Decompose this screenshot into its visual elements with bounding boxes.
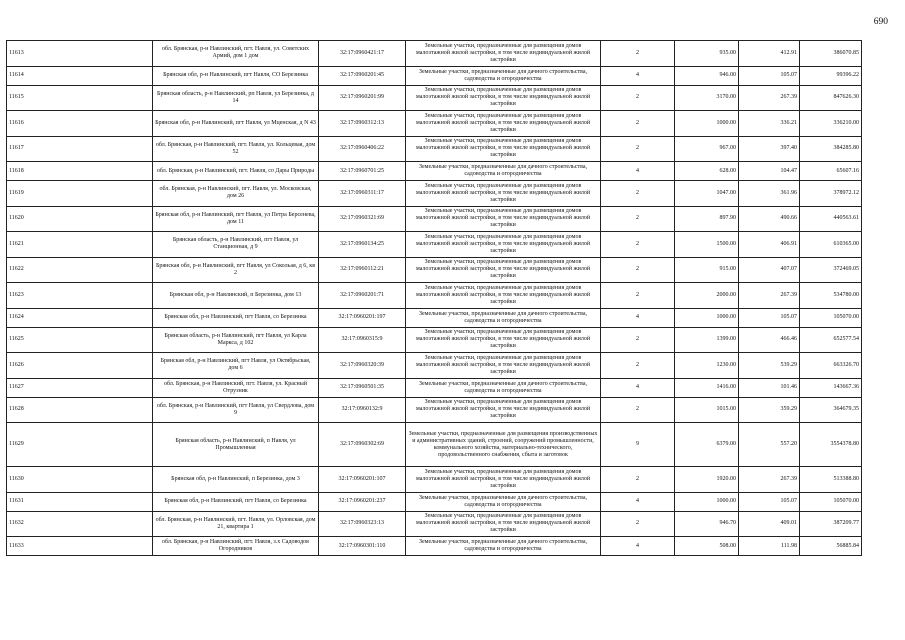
address-cell: Брянская область, р-н Навлинский, п Навля, ул Промышленная bbox=[153, 423, 319, 467]
specific-value-cell: 539.29 bbox=[739, 353, 800, 379]
permitted-use-cell: Земельные участки, предназначенные для размещения домов малоэтажной жилой застройки, в том числе индивидуальной жилой застройки bbox=[406, 353, 601, 379]
cadastral-value-cell: 663326.70 bbox=[800, 353, 862, 379]
address-cell: обл. Брянская, р-н Навлинский, пгт. Навля, ул. Московская, дом 26 bbox=[153, 181, 319, 207]
cadastral-number-cell: 32:17:0960421:17 bbox=[319, 41, 406, 67]
cadastral-number-cell: 32:17:0960132:9 bbox=[319, 397, 406, 423]
cadastral-number-cell: 32:17:0960501:35 bbox=[319, 378, 406, 397]
address-cell: Брянская область, р-н Навлинский, пгт Навля, ул Станционная, д 9 bbox=[153, 232, 319, 258]
area-cell: 6379.00 bbox=[675, 423, 739, 467]
address-cell: обл. Брянская, р-н Навлинский, пгт Навля, ул Свердлова, дом 9 bbox=[153, 397, 319, 423]
group-code-cell: 2 bbox=[601, 283, 675, 309]
record-number: 11626 bbox=[7, 353, 153, 379]
area-cell: 946.70 bbox=[675, 511, 739, 537]
permitted-use-cell: Земельные участки, предназначенные для размещения домов малоэтажной жилой застройки, в том числе индивидуальной жилой застройки bbox=[406, 467, 601, 493]
group-code-cell: 2 bbox=[601, 206, 675, 232]
permitted-use-cell: Земельные участки, предназначенные для дачного строительства, садоводства и огородничества bbox=[406, 537, 601, 556]
table-row bbox=[7, 85, 862, 111]
cadastral-number-cell: 32:17:0960201:45 bbox=[319, 66, 406, 85]
permitted-use-cell: Земельные участки, предназначенные для размещения домов малоэтажной жилой застройки, в том числе индивидуальной жилой застройки bbox=[406, 136, 601, 162]
address-cell: обл. Брянская, р-н Навлинский, пгт. Навля, со Дары Природы bbox=[153, 162, 319, 181]
address-cell: обл. Брянская, р-н Навлинский, пгт. Навля, ул. Советских Армий, дом 1 дом bbox=[153, 41, 319, 67]
address-cell: обл. Брянская, р-н Навлинский, пгт. Навля, ул. Красный Отрузник bbox=[153, 378, 319, 397]
specific-value-cell: 412.91 bbox=[739, 41, 800, 67]
page-number: 690 bbox=[873, 17, 888, 27]
area-cell: 1399.00 bbox=[675, 327, 739, 353]
group-code-cell: 2 bbox=[601, 397, 675, 423]
specific-value-cell: 409.01 bbox=[739, 511, 800, 537]
address-cell: Брянская обл, р-н Навлинский, п Березинка, дом 13 bbox=[153, 283, 319, 309]
cadastral-value-cell: 513388.80 bbox=[800, 467, 862, 493]
table-row bbox=[7, 111, 862, 137]
cadastral-number-cell: 32:17:0960701:25 bbox=[319, 162, 406, 181]
record-number: 11615 bbox=[7, 85, 153, 111]
table-row bbox=[7, 327, 862, 353]
cadastral-number-cell: 32:17:0960201:237 bbox=[319, 492, 406, 511]
table-row bbox=[7, 397, 862, 423]
area-cell: 935.00 bbox=[675, 41, 739, 67]
cadastral-value-cell: 847626.30 bbox=[800, 85, 862, 111]
permitted-use-cell: Земельные участки, предназначенные для размещения домов малоэтажной жилой застройки, в том числе индивидуальной жилой застройки bbox=[406, 257, 601, 283]
cadastral-number-cell: 32:17:0960315:9 bbox=[319, 327, 406, 353]
cadastral-value-cell: 143667.36 bbox=[800, 378, 862, 397]
group-code-cell: 2 bbox=[601, 85, 675, 111]
cadastral-number-cell: 32:17:0960406:22 bbox=[319, 136, 406, 162]
permitted-use-cell: Земельные участки, предназначенные для размещения домов малоэтажной жилой застройки, в том числе индивидуальной жилой застройки bbox=[406, 327, 601, 353]
group-code-cell: 4 bbox=[601, 537, 675, 556]
specific-value-cell: 407.07 bbox=[739, 257, 800, 283]
address-cell: Брянская обл, р-н Навлинский, пгт Навля, ул Октябрьская, дом 6 bbox=[153, 353, 319, 379]
table-row bbox=[7, 423, 862, 467]
permitted-use-cell: Земельные участки, предназначенные для дачного строительства, садоводства и огородничества bbox=[406, 492, 601, 511]
address-cell: Брянская область, р-н Навлинский, пгт Навля, ул Карла Маркса, д 102 bbox=[153, 327, 319, 353]
record-number: 11625 bbox=[7, 327, 153, 353]
cadastral-number-cell: 32:17:0960201:71 bbox=[319, 283, 406, 309]
area-cell: 1920.00 bbox=[675, 467, 739, 493]
record-number: 11620 bbox=[7, 206, 153, 232]
area-cell: 1015.00 bbox=[675, 397, 739, 423]
table-row bbox=[7, 511, 862, 537]
area-cell: 897.90 bbox=[675, 206, 739, 232]
specific-value-cell: 105.07 bbox=[739, 66, 800, 85]
address-cell: обл. Брянская, р-н Навлинский, пгт. Навля, ул. Орловская, дом 21, квартира 1 bbox=[153, 511, 319, 537]
permitted-use-cell: Земельные участки, предназначенные для дачного строительства, садоводства и огородничества bbox=[406, 308, 601, 327]
cadastral-number-cell: 32:17:0960201:197 bbox=[319, 308, 406, 327]
address-cell: обл. Брянская, р-н Навлинский, пгт. Навля, ул. Кольцевая, дом 52 bbox=[153, 136, 319, 162]
area-cell: 2000.00 bbox=[675, 283, 739, 309]
group-code-cell: 2 bbox=[601, 181, 675, 207]
table-row bbox=[7, 41, 862, 67]
group-code-cell: 2 bbox=[601, 511, 675, 537]
area-cell: 628.00 bbox=[675, 162, 739, 181]
permitted-use-cell: Земельные участки, предназначенные для размещения производственных и административных зданий, строений, сооружений промышленности, коммунального хозяйства, материально-технического, продовольственного снабжения, сбыта и заготовок bbox=[406, 423, 601, 467]
permitted-use-cell: Земельные участки, предназначенные для размещения домов малоэтажной жилой застройки, в том числе индивидуальной жилой застройки bbox=[406, 206, 601, 232]
specific-value-cell: 361.96 bbox=[739, 181, 800, 207]
cadastral-value-cell: 105070.00 bbox=[800, 492, 862, 511]
specific-value-cell: 267.39 bbox=[739, 283, 800, 309]
record-number: 11630 bbox=[7, 467, 153, 493]
address-cell: Брянская обл, р-н Навлинский, пгт Навля, ул Мценская, д N 43 bbox=[153, 111, 319, 137]
permitted-use-cell: Земельные участки, предназначенные для размещения домов малоэтажной жилой застройки, в том числе индивидуальной жилой застройки bbox=[406, 397, 601, 423]
group-code-cell: 2 bbox=[601, 353, 675, 379]
specific-value-cell: 397.40 bbox=[739, 136, 800, 162]
record-number: 11627 bbox=[7, 378, 153, 397]
cadastral-value-cell: 378972.12 bbox=[800, 181, 862, 207]
cadastral-value-cell: 336210.00 bbox=[800, 111, 862, 137]
record-number: 11622 bbox=[7, 257, 153, 283]
record-number: 11628 bbox=[7, 397, 153, 423]
table-row bbox=[7, 136, 862, 162]
record-number: 11619 bbox=[7, 181, 153, 207]
table-row bbox=[7, 232, 862, 258]
address-cell: Брянская обл, р-н Навлинский, пгт Навля, ул Сокольая, д 6, кв 2 bbox=[153, 257, 319, 283]
group-code-cell: 2 bbox=[601, 257, 675, 283]
cadastral-value-cell: 534780.00 bbox=[800, 283, 862, 309]
group-code-cell: 4 bbox=[601, 308, 675, 327]
area-cell: 967.00 bbox=[675, 136, 739, 162]
area-cell: 1047.00 bbox=[675, 181, 739, 207]
table-body bbox=[7, 41, 862, 556]
permitted-use-cell: Земельные участки, предназначенные для дачного строительства, садоводства и огородничества bbox=[406, 162, 601, 181]
record-number: 11618 bbox=[7, 162, 153, 181]
area-cell: 946.00 bbox=[675, 66, 739, 85]
table-row bbox=[7, 162, 862, 181]
address-cell: Брянская область, р-н Навлинский, рп Навля, ул Березинка, д 14 bbox=[153, 85, 319, 111]
record-number: 11624 bbox=[7, 308, 153, 327]
record-number: 11614 bbox=[7, 66, 153, 85]
permitted-use-cell: Земельные участки, предназначенные для размещения домов малоэтажной жилой застройки, в том числе индивидуальной жилой застройки bbox=[406, 85, 601, 111]
specific-value-cell: 267.39 bbox=[739, 85, 800, 111]
address-cell: Брянская обл, р-н Навлинский, п Березинка, дом 3 bbox=[153, 467, 319, 493]
record-number: 11633 bbox=[7, 537, 153, 556]
specific-value-cell: 490.66 bbox=[739, 206, 800, 232]
group-code-cell: 4 bbox=[601, 378, 675, 397]
cadastral-value-cell: 364679.35 bbox=[800, 397, 862, 423]
table-row bbox=[7, 537, 862, 556]
cadastral-number-cell: 32:17:0960323:13 bbox=[319, 511, 406, 537]
permitted-use-cell: Земельные участки, предназначенные для дачного строительства, садоводства и огородничества bbox=[406, 378, 601, 397]
record-number: 11631 bbox=[7, 492, 153, 511]
address-cell: обл. Брянская, р-н Навлинский, пгт. Навля, з.х Садоводов Огородников bbox=[153, 537, 319, 556]
cadastral-value-cell: 440563.61 bbox=[800, 206, 862, 232]
cadastral-value-cell: 652577.54 bbox=[800, 327, 862, 353]
address-cell: Брянская обл, р-н Навлинский, пгт Навля, СО Березинка bbox=[153, 66, 319, 85]
address-cell: Брянская обл, р-н Навлинский, пгт Навля, ул Петра Берсенева, дом 11 bbox=[153, 206, 319, 232]
group-code-cell: 2 bbox=[601, 41, 675, 67]
cadastral-value-cell: 384285.80 bbox=[800, 136, 862, 162]
cadastral-value-cell: 56885.84 bbox=[800, 537, 862, 556]
specific-value-cell: 267.39 bbox=[739, 467, 800, 493]
area-cell: 1000.00 bbox=[675, 111, 739, 137]
group-code-cell: 2 bbox=[601, 136, 675, 162]
specific-value-cell: 336.21 bbox=[739, 111, 800, 137]
area-cell: 1416.00 bbox=[675, 378, 739, 397]
table-row bbox=[7, 206, 862, 232]
specific-value-cell: 406.91 bbox=[739, 232, 800, 258]
group-code-cell: 2 bbox=[601, 467, 675, 493]
group-code-cell: 4 bbox=[601, 162, 675, 181]
record-number: 11623 bbox=[7, 283, 153, 309]
cadastral-value-cell: 372469.05 bbox=[800, 257, 862, 283]
specific-value-cell: 557.20 bbox=[739, 423, 800, 467]
specific-value-cell: 104.47 bbox=[739, 162, 800, 181]
group-code-cell: 4 bbox=[601, 66, 675, 85]
group-code-cell: 9 bbox=[601, 423, 675, 467]
record-number: 11632 bbox=[7, 511, 153, 537]
cadastral-number-cell: 32:17:0960301:110 bbox=[319, 537, 406, 556]
table-row bbox=[7, 66, 862, 85]
permitted-use-cell: Земельные участки, предназначенные для размещения домов малоэтажной жилой застройки, в том числе индивидуальной жилой застройки bbox=[406, 283, 601, 309]
area-cell: 1500.00 bbox=[675, 232, 739, 258]
area-cell: 1000.00 bbox=[675, 492, 739, 511]
cadastral-number-cell: 32:17:0960320:39 bbox=[319, 353, 406, 379]
table-row bbox=[7, 257, 862, 283]
record-number: 11621 bbox=[7, 232, 153, 258]
cadastral-value-cell: 99396.22 bbox=[800, 66, 862, 85]
land-registry-table bbox=[6, 40, 862, 556]
cadastral-number-cell: 32:17:0960321:69 bbox=[319, 206, 406, 232]
cadastral-number-cell: 32:17:0960302:69 bbox=[319, 423, 406, 467]
area-cell: 1230.00 bbox=[675, 353, 739, 379]
permitted-use-cell: Земельные участки, предназначенные для размещения домов малоэтажной жилой застройки, в том числе индивидуальной жилой застройки bbox=[406, 41, 601, 67]
cadastral-value-cell: 105070.00 bbox=[800, 308, 862, 327]
cadastral-value-cell: 65607.16 bbox=[800, 162, 862, 181]
table-row bbox=[7, 378, 862, 397]
address-cell: Брянская обл, р-н Навлинский, пгт Навля, со Березинка bbox=[153, 492, 319, 511]
permitted-use-cell: Земельные участки, предназначенные для размещения домов малоэтажной жилой застройки, в том числе индивидуальной жилой застройки bbox=[406, 111, 601, 137]
cadastral-number-cell: 32:17:0960201:107 bbox=[319, 467, 406, 493]
cadastral-number-cell: 32:17:0960112:21 bbox=[319, 257, 406, 283]
address-cell: Брянская обл, р-н Навлинский, пгт Навля, со Березинка bbox=[153, 308, 319, 327]
table-row bbox=[7, 492, 862, 511]
record-number: 11613 bbox=[7, 41, 153, 67]
cadastral-value-cell: 387209.77 bbox=[800, 511, 862, 537]
cadastral-number-cell: 32:17:0960201:99 bbox=[319, 85, 406, 111]
table-row bbox=[7, 308, 862, 327]
cadastral-number-cell: 32:17:0960312:13 bbox=[319, 111, 406, 137]
specific-value-cell: 105.07 bbox=[739, 308, 800, 327]
cadastral-value-cell: 3554378.80 bbox=[800, 423, 862, 467]
cadastral-value-cell: 386070.85 bbox=[800, 41, 862, 67]
cadastral-value-cell: 610365.00 bbox=[800, 232, 862, 258]
permitted-use-cell: Земельные участки, предназначенные для дачного строительства, садоводства и огородничества bbox=[406, 66, 601, 85]
table-row bbox=[7, 283, 862, 309]
table-row bbox=[7, 353, 862, 379]
group-code-cell: 2 bbox=[601, 111, 675, 137]
record-number: 11616 bbox=[7, 111, 153, 137]
specific-value-cell: 101.46 bbox=[739, 378, 800, 397]
table-row bbox=[7, 181, 862, 207]
permitted-use-cell: Земельные участки, предназначенные для размещения домов малоэтажной жилой застройки, в том числе индивидуальной жилой застройки bbox=[406, 181, 601, 207]
table-row bbox=[7, 467, 862, 493]
permitted-use-cell: Земельные участки, предназначенные для размещения домов малоэтажной жилой застройки, в том числе индивидуальной жилой застройки bbox=[406, 232, 601, 258]
area-cell: 3170.00 bbox=[675, 85, 739, 111]
group-code-cell: 2 bbox=[601, 232, 675, 258]
specific-value-cell: 111.98 bbox=[739, 537, 800, 556]
area-cell: 508.00 bbox=[675, 537, 739, 556]
record-number: 11629 bbox=[7, 423, 153, 467]
group-code-cell: 4 bbox=[601, 492, 675, 511]
area-cell: 1000.00 bbox=[675, 308, 739, 327]
permitted-use-cell: Земельные участки, предназначенные для размещения домов малоэтажной жилой застройки, в том числе индивидуальной жилой застройки bbox=[406, 511, 601, 537]
cadastral-number-cell: 32:17:0960311:17 bbox=[319, 181, 406, 207]
specific-value-cell: 466.46 bbox=[739, 327, 800, 353]
specific-value-cell: 105.07 bbox=[739, 492, 800, 511]
group-code-cell: 2 bbox=[601, 327, 675, 353]
area-cell: 915.00 bbox=[675, 257, 739, 283]
record-number: 11617 bbox=[7, 136, 153, 162]
specific-value-cell: 359.29 bbox=[739, 397, 800, 423]
cadastral-number-cell: 32:17:0960134:25 bbox=[319, 232, 406, 258]
